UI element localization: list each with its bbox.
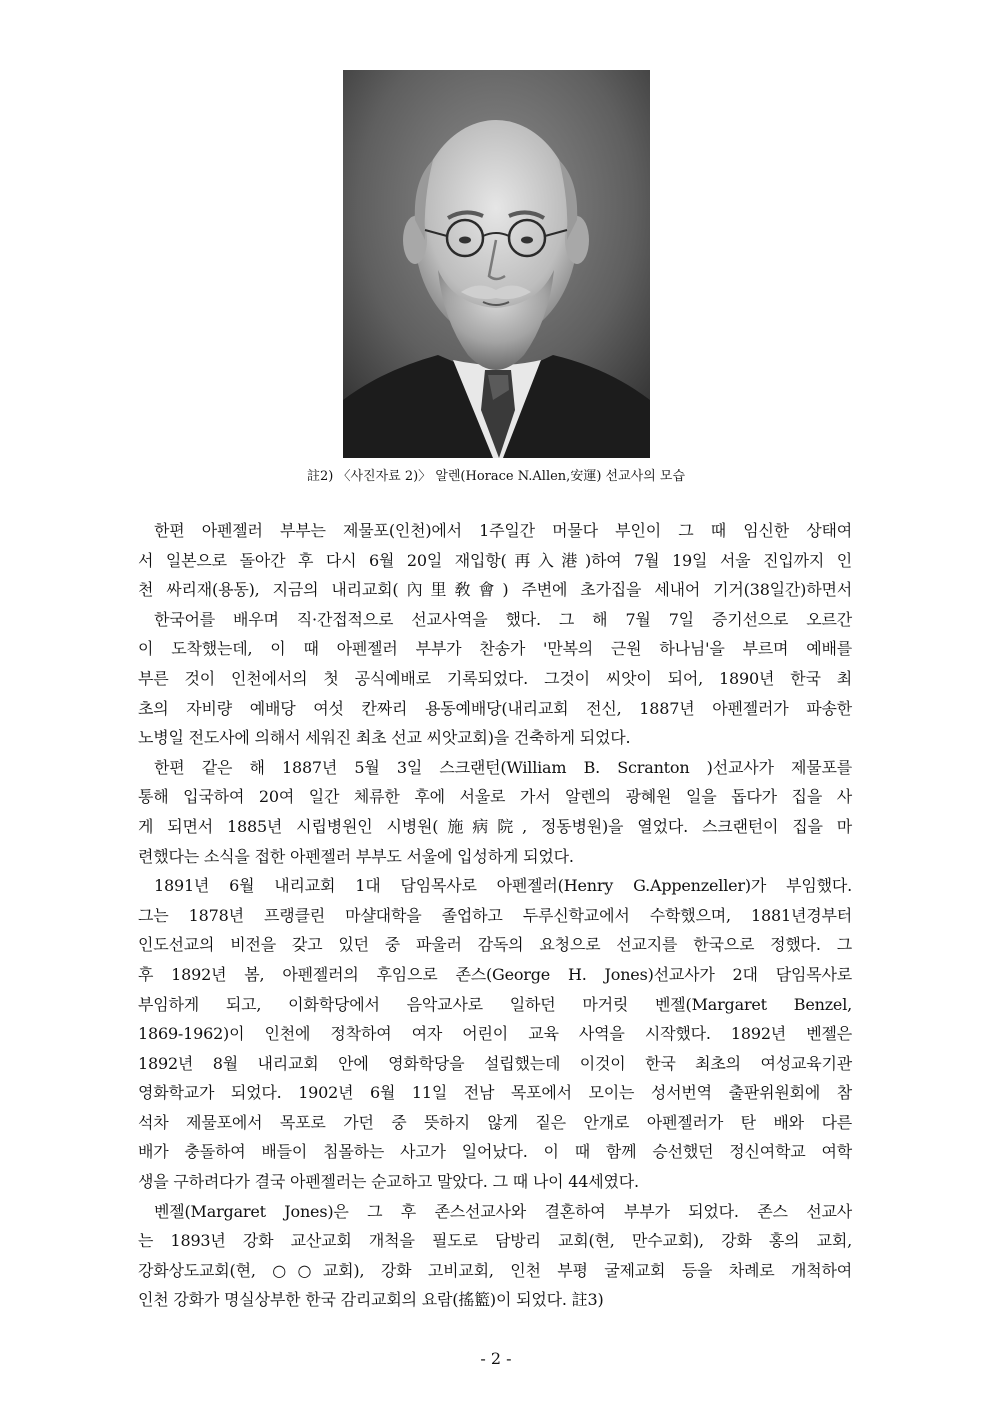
body-line: 1892년 8월 내리교회 안에 영화학당을 설립했는데 이것이 한국 최초의 여성교육기관 [138, 1053, 852, 1073]
body-line: 강화상도교회(현, ○○교회), 강화 고비교회, 인천 부평 굴제교회 등을 차례로 개척하여 [138, 1260, 852, 1280]
page-number: - 2 - [480, 1349, 512, 1368]
body-line: 부른 것이 인천에서의 첫 공식예배로 기록되었다. 그것이 씨앗이 되어, 1890년 한국 최 [138, 668, 852, 688]
photo-caption: 註2) 〈사진자료 2)〉 알렌(Horace N.Allen,安運) 선교사의 모습 [307, 469, 685, 484]
body-text [138, 516, 852, 1315]
body-line: 후 1892년 봄, 아펜젤러의 후임으로 존스(George H. Jones)선교사가 2대 담임목사로 [138, 964, 852, 984]
body-line: 그는 1878년 프랭클린 마샬대학을 졸업하고 두루신학교에서 수학했으며, 1881년경부터 [138, 905, 852, 925]
body-line: 한편 같은 해 1887년 5월 3일 스크랜턴(William B. Scranton )선교사가 제물포를 [154, 757, 852, 777]
body-line: 1891년 6월 내리교회 1대 담임목사로 아펜젤러(Henry G.Appenzeller)가 부임했다. [154, 876, 852, 896]
body-line: 벤젤(Margaret Jones)은 그 후 존스선교사와 결혼하여 부부가 되었다. 존스 선교사 [154, 1201, 852, 1221]
body-line: 련했다는 소식을 접한 아펜젤러 부부도 서울에 입성하게 되었다. [138, 846, 574, 866]
body-line: 통해 입국하여 20여 일간 체류한 후에 서울로 가서 알렌의 광혜원 일을 돕다가 집을 사 [138, 787, 852, 807]
body-line: 배가 충돌하여 배들이 침몰하는 사고가 일어났다. 이 때 함께 승선했던 정신여학교 여학 [138, 1142, 852, 1162]
body-line: 생을 구하려다가 결국 아펜젤러는 순교하고 말았다. 그 때 나이 44세였다. [138, 1172, 639, 1192]
body-line: 는 1893년 강화 교산교회 개척을 필도로 담방리 교회(현, 만수교회), 강화 홍의 교회, [138, 1231, 852, 1251]
body-line: 초의 자비량 예배당 여섯 칸짜리 용동예배당(내리교회 전신, 1887년 아펜젤러가 파송한 [138, 698, 852, 718]
body-line: 영화학교가 되었다. 1902년 6월 11일 전남 목포에서 모이는 성서번역 출판위원회에 참 [138, 1083, 852, 1103]
body-line: 부임하게 되고, 이화학당에서 음악교사로 일하던 마거릿 벤젤(Margaret Benzel, [138, 994, 852, 1014]
portrait-photo [343, 70, 650, 458]
body-line: 노병일 전도사에 의해서 세워진 최초 선교 씨앗교회)을 건축하게 되었다. [138, 728, 631, 748]
body-line: 서 일본으로 돌아간 후 다시 6월 20일 재입항(再入港)하여 7월 19일 서울 진입까지 인 [138, 550, 852, 570]
body-line: 이 도착했는데, 이 때 아펜젤러 부부가 찬송가 '만복의 근원 하나님'을 부르며 예배를 [138, 639, 852, 659]
portrait-photo-image [343, 70, 650, 458]
body-line: 천 싸리재(용동), 지금의 내리교회(內里敎會) 주변에 초가집을 세내어 기거(38일간)하면서 [138, 580, 852, 600]
body-line: 1869-1962)이 인천에 정착하여 여자 어린이 교육 사역을 시작했다. 1892년 벤젤은 [138, 1024, 852, 1044]
body-line: 한편 아펜젤러 부부는 제물포(인천)에서 1주일간 머물다 부인이 그 때 임신한 상태여 [154, 521, 852, 540]
body-line: 한국어를 배우며 직·간접적으로 선교사역을 했다. 그 해 7월 7일 증기선으로 오르간 [154, 609, 852, 629]
body-line: 게 되면서 1885년 시립병원인 시병원(施病院, 정동병원)을 열었다. 스크랜턴이 집을 마 [138, 816, 852, 836]
body-line: 석차 제물포에서 목포로 가던 중 뜻하지 않게 짙은 안개로 아펜젤러가 탄 배와 다른 [138, 1112, 852, 1132]
body-line: 인천 강화가 명실상부한 한국 감리교회의 요람(搖籃)이 되었다. 註3) [138, 1290, 604, 1310]
body-line: 인도선교의 비전을 갖고 있던 중 파울러 감독의 요청으로 선교지를 한국으로 정했다. 그 [138, 935, 852, 955]
